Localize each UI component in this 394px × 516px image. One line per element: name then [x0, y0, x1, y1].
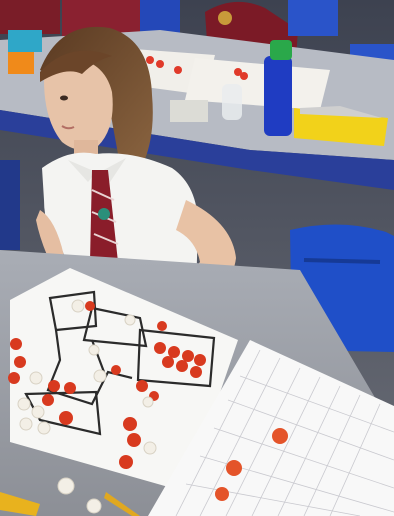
back-counter — [156, 60, 164, 68]
bottle-cap — [270, 40, 292, 60]
tie-badge — [98, 208, 110, 220]
back-counter — [240, 72, 248, 80]
chair-slot — [304, 260, 380, 262]
eye — [60, 96, 68, 101]
water-bottle — [264, 56, 292, 136]
back-chair-right — [288, 0, 338, 36]
back-counter — [174, 66, 182, 74]
back-counter — [146, 56, 154, 64]
blue-folder — [8, 30, 42, 52]
school-badge — [218, 11, 232, 25]
orange-tub — [8, 52, 34, 74]
plastic-cup — [222, 84, 242, 120]
back-child-left — [0, 0, 60, 34]
sticky-note — [170, 100, 208, 122]
front-chair-left — [0, 160, 20, 250]
